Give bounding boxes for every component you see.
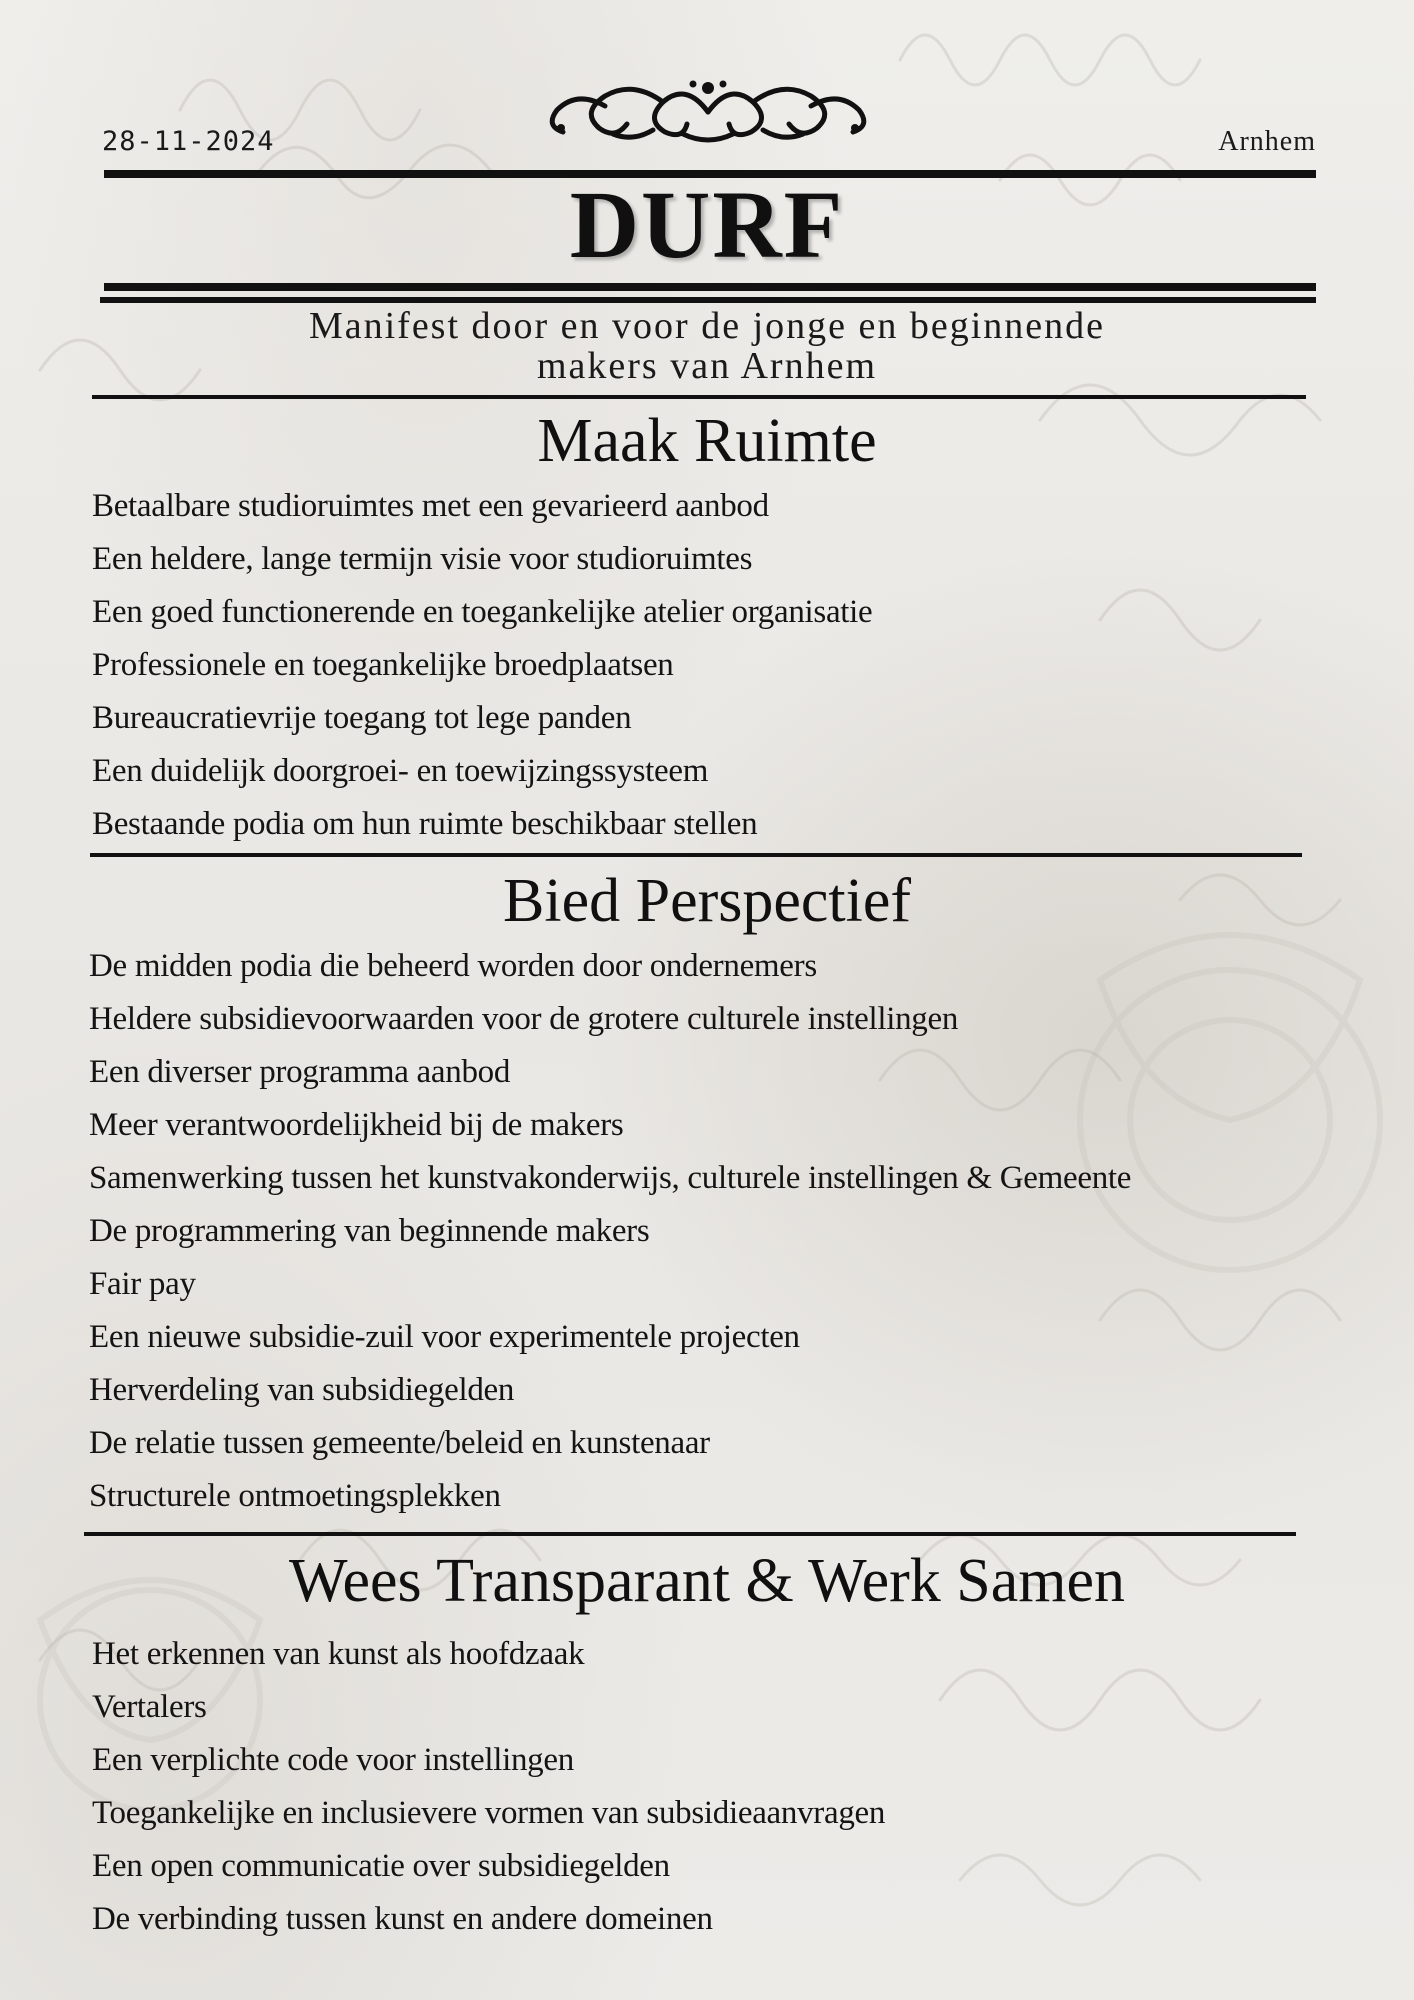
subtitle-line-1: Manifest door en voor de jonge en beginnende <box>308 305 1106 347</box>
flourish-ornament-icon <box>543 72 873 148</box>
list-item: Meer verantwoordelijkheid bij de makers <box>89 1107 624 1143</box>
list-wees-transparant <box>92 1628 885 1946</box>
list-item: Betaalbare studioruimtes met een gevarieerd aanbod <box>92 488 769 524</box>
list-item: Bestaande podia om hun ruimte beschikbaar stellen <box>92 806 758 842</box>
list-item: Een duidelijk doorgroei- en toewijzingssysteem <box>92 753 709 789</box>
list-item: Bureaucratievrije toegang tot lege panden <box>92 700 632 736</box>
list-item: Fair pay <box>89 1266 196 1302</box>
masthead-bottom-rule-thin <box>100 297 1316 303</box>
list-item: Een heldere, lange termijn visie voor studioruimtes <box>92 541 753 577</box>
section-rule-2 <box>84 1532 1296 1536</box>
subtitle-line-2: makers van Arnhem <box>536 345 878 387</box>
masthead-title: DURF <box>569 171 845 278</box>
list-item: Een open communicatie over subsidiegelden <box>92 1848 670 1884</box>
section-rule-1 <box>90 853 1302 857</box>
list-item: Een diverser programma aanbod <box>89 1054 511 1090</box>
section-title-bied-perspectief: Bied Perspectief <box>502 867 912 935</box>
list-bied-perspectief <box>89 940 1131 1523</box>
list-item: Herverdeling van subsidiegelden <box>89 1372 515 1408</box>
list-item: De programmering van beginnende makers <box>89 1213 650 1249</box>
list-item: Samenwerking tussen het kunstvakonderwijs, culturele instellingen & Gemeente <box>89 1160 1132 1196</box>
list-maak-ruimte <box>92 480 872 851</box>
list-item: Heldere subsidievoorwaarden voor de grotere culturele instellingen <box>89 1001 959 1037</box>
subtitle-rule <box>92 395 1306 399</box>
list-item: Het erkennen van kunst als hoofdzaak <box>92 1636 585 1672</box>
city: Arnhem <box>1218 126 1316 157</box>
masthead-bottom-rule-thick <box>104 283 1316 291</box>
list-item: Een nieuwe subsidie-zuil voor experimentele projecten <box>89 1319 800 1355</box>
section-title-maak-ruimte: Maak Ruimte <box>537 407 877 475</box>
section-title-wees-transparant: Wees Transparant & Werk Samen <box>288 1547 1126 1615</box>
list-item: De midden podia die beheerd worden door ondernemers <box>89 948 817 984</box>
list-item: Professionele en toegankelijke broedplaatsen <box>92 647 674 683</box>
list-item: Structurele ontmoetingsplekken <box>89 1478 501 1514</box>
list-item: Toegankelijke en inclusievere vormen van subsidieaanvragen <box>92 1795 886 1831</box>
list-item: Vertalers <box>92 1689 207 1725</box>
list-item: De relatie tussen gemeente/beleid en kunstenaar <box>89 1425 710 1461</box>
list-item: Een verplichte code voor instellingen <box>92 1742 574 1778</box>
subtitle <box>0 306 1414 386</box>
list-item: De verbinding tussen kunst en andere domeinen <box>92 1901 713 1937</box>
list-item: Een goed functionerende en toegankelijke atelier organisatie <box>92 594 873 630</box>
date: 28-11-2024 <box>102 126 275 157</box>
